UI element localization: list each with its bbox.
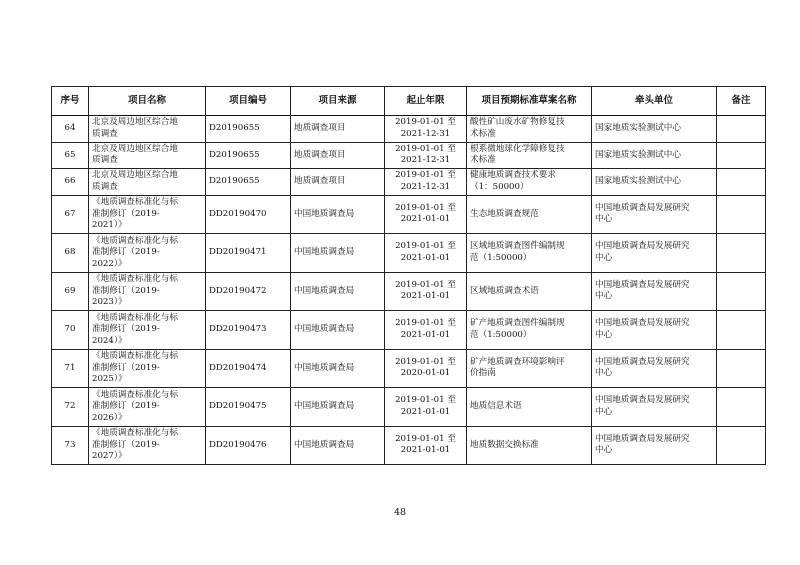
project-code-cell: D20190655 <box>206 169 291 196</box>
cell-line: 《地质调查标准化与标 <box>92 428 178 438</box>
cell-line: 范（1:50000） <box>470 329 532 340</box>
lead-unit-cell <box>592 195 717 234</box>
cell-line: 中心 <box>595 368 613 379</box>
cell-line: 《地质调查标准化与标 <box>92 235 178 246</box>
cell-line: 健康地质调查技术要求 <box>470 170 556 181</box>
project-source-cell: 中国地质调查局 <box>291 349 385 388</box>
cell-line: 地质数据交换标准 <box>470 439 539 450</box>
cell-line: 价指南 <box>470 368 496 379</box>
row-number-cell: 71 <box>52 349 89 388</box>
lead-unit-cell <box>592 234 717 273</box>
page-number: 48 <box>393 507 407 518</box>
lead-unit-cell <box>592 311 717 350</box>
cell-line: 2022）》 <box>92 258 127 269</box>
cell-line: 2021）》 <box>92 220 127 230</box>
cell-line: 根系微地球化学障修复技 <box>470 143 565 154</box>
cell-line: 中国地质调查局发展研究 <box>595 395 690 406</box>
cell-line: 2024）》 <box>92 335 127 346</box>
note-cell <box>717 311 766 350</box>
header-row <box>52 87 766 116</box>
cell-line: 2020-01-01 <box>400 368 451 379</box>
cell-line: 中国地质调查局发展研究 <box>595 241 690 252</box>
cell-line: 2023）》 <box>92 297 127 307</box>
standard-name-cell <box>467 311 592 350</box>
cell-line: 中国地质调查局发展研究 <box>595 318 690 329</box>
note-cell <box>717 426 766 465</box>
header-cell: 牵头单位 <box>592 87 717 116</box>
cell-line: 2027）》 <box>92 451 127 461</box>
cell-line: 中心 <box>595 406 613 417</box>
note-cell <box>717 272 766 311</box>
table-row <box>52 311 766 350</box>
period-cell <box>385 234 467 273</box>
cell-line: 中心 <box>595 214 613 225</box>
project-code-cell: DD20190472 <box>206 272 291 311</box>
project-name-cell <box>89 311 206 350</box>
project-source-cell: 地质调查项目 <box>291 169 385 196</box>
row-number-cell: 68 <box>52 234 89 273</box>
note-cell <box>717 142 766 169</box>
cell-line: 中国地质调查局发展研究 <box>595 279 690 290</box>
row-number-cell: 64 <box>52 116 89 143</box>
project-source-cell: 中国地质调查局 <box>291 272 385 311</box>
project-code-cell: DD20190476 <box>206 426 291 465</box>
lead-unit-cell <box>592 349 717 388</box>
cell-line: 矿产地质调查环境影响评 <box>470 356 565 367</box>
lead-unit-cell <box>592 388 717 427</box>
project-name-cell <box>89 426 206 465</box>
cell-line: 国家地质实验测试中心 <box>595 176 681 186</box>
cell-line: 2019-01-01 至 <box>395 395 456 406</box>
standard-name-cell <box>467 169 592 196</box>
period-cell <box>385 169 467 196</box>
table-header <box>52 87 766 116</box>
table-row <box>52 116 766 143</box>
cell-line: 术标准 <box>470 155 496 166</box>
cell-line: 2019-01-01 至 <box>395 318 456 329</box>
project-source-cell: 地质调查项目 <box>291 142 385 169</box>
cell-line: 2019-01-01 至 <box>395 143 456 154</box>
cell-line: 中国地质调查局发展研究 <box>595 356 690 367</box>
table-row <box>52 142 766 169</box>
cell-line: 范（1:50000） <box>470 252 532 263</box>
project-name-cell <box>89 234 206 273</box>
cell-line: 2021-01-01 <box>400 329 451 340</box>
cell-line: 质调查 <box>92 155 118 166</box>
table-row <box>52 195 766 234</box>
project-code-cell: DD20190473 <box>206 311 291 350</box>
project-code-cell: DD20190475 <box>206 388 291 427</box>
cell-line: 准制修订（2019- <box>92 362 160 373</box>
cell-line: 2021-12-31 <box>400 155 451 166</box>
cell-line: 2019-01-01 至 <box>395 170 456 181</box>
row-number-cell: 67 <box>52 195 89 234</box>
project-source-cell: 中国地质调查局 <box>291 388 385 427</box>
row-number-cell: 69 <box>52 272 89 311</box>
cell-line: 中心 <box>595 252 613 263</box>
note-cell <box>717 388 766 427</box>
cell-line: （1：50000） <box>470 181 529 192</box>
cell-line: 2019-01-01 至 <box>395 433 456 444</box>
standard-name-cell <box>467 388 592 427</box>
cell-line: 《地质调查标准化与标 <box>92 312 178 323</box>
cell-line: 中心 <box>595 291 613 302</box>
cell-line: 质调查 <box>92 128 118 139</box>
cell-line: 中心 <box>595 329 613 340</box>
table-row <box>52 388 766 427</box>
row-number-cell: 66 <box>52 169 89 196</box>
note-cell <box>717 234 766 273</box>
note-cell <box>717 116 766 143</box>
cell-line: 2025）》 <box>92 374 127 384</box>
period-cell <box>385 311 467 350</box>
header-cell: 备注 <box>717 87 766 116</box>
cell-line: 2021-12-31 <box>400 181 451 192</box>
cell-line: 《地质调查标准化与标 <box>92 389 178 400</box>
cell-line: 准制修订（2019- <box>92 401 160 411</box>
table-body <box>52 116 766 465</box>
project-source-cell: 中国地质调查局 <box>291 426 385 465</box>
cell-line: 北京及周边地区综合地 <box>92 170 178 181</box>
table-row <box>52 169 766 196</box>
project-code-cell: DD20190470 <box>206 195 291 234</box>
standard-name-cell <box>467 142 592 169</box>
lead-unit-cell <box>592 116 717 143</box>
note-cell <box>717 195 766 234</box>
header-cell: 起止年限 <box>385 87 467 116</box>
standard-name-cell <box>467 426 592 465</box>
standard-name-cell <box>467 234 592 273</box>
cell-line: 2021-12-31 <box>400 128 451 139</box>
project-name-cell <box>89 169 206 196</box>
period-cell <box>385 116 467 143</box>
cell-line: 2021-01-01 <box>400 214 451 225</box>
project-code-cell: DD20190474 <box>206 349 291 388</box>
lead-unit-cell <box>592 142 717 169</box>
standards-table <box>51 86 766 465</box>
cell-line: 准制修订（2019- <box>92 324 160 334</box>
cell-line: 术标准 <box>470 128 496 139</box>
cell-line: 北京及周边地区综合地 <box>92 143 178 154</box>
period-cell <box>385 388 467 427</box>
row-number-cell: 65 <box>52 142 89 169</box>
period-cell <box>385 426 467 465</box>
cell-line: 生态地质调查规范 <box>470 208 539 219</box>
header-cell: 项目编号 <box>206 87 291 116</box>
cell-line: 《地质调查标准化与标 <box>92 351 178 361</box>
cell-line: 矿产地质调查图件编制规 <box>470 318 565 329</box>
row-number-cell: 73 <box>52 426 89 465</box>
cell-line: 2021-01-01 <box>400 252 451 263</box>
project-code-cell: DD20190471 <box>206 234 291 273</box>
period-cell <box>385 142 467 169</box>
project-code-cell: D20190655 <box>206 116 291 143</box>
project-source-cell: 中国地质调查局 <box>291 311 385 350</box>
standard-name-cell <box>467 272 592 311</box>
project-code-cell: D20190655 <box>206 142 291 169</box>
header-cell: 序号 <box>52 87 89 116</box>
cell-line: 2019-01-01 至 <box>395 202 456 213</box>
cell-line: 国家地质实验测试中心 <box>595 123 681 133</box>
note-cell <box>717 169 766 196</box>
header-cell: 项目名称 <box>89 87 206 116</box>
cell-line: 2021-01-01 <box>400 445 451 456</box>
project-name-cell <box>89 272 206 311</box>
header-cell: 项目预期标准草案名称 <box>467 87 592 116</box>
table-row <box>52 426 766 465</box>
standard-name-cell <box>467 116 592 143</box>
cell-line: 国家地质实验测试中心 <box>595 149 681 160</box>
project-name-cell <box>89 116 206 143</box>
standard-name-cell <box>467 195 592 234</box>
standard-name-cell <box>467 349 592 388</box>
project-source-cell: 中国地质调查局 <box>291 234 385 273</box>
period-cell <box>385 272 467 311</box>
cell-line: 区域地质调查图件编制规 <box>470 241 565 252</box>
cell-line: 北京及周边地区综合地 <box>92 117 178 128</box>
table-row <box>52 272 766 311</box>
cell-line: 《地质调查标准化与标 <box>92 274 178 284</box>
cell-line: 中国地质调查局发展研究 <box>595 202 690 213</box>
cell-line: 《地质调查标准化与标 <box>92 197 178 207</box>
cell-line: 准制修订（2019- <box>92 247 160 257</box>
cell-line: 2026）》 <box>92 412 127 423</box>
project-name-cell <box>89 388 206 427</box>
row-number-cell: 72 <box>52 388 89 427</box>
period-cell <box>385 195 467 234</box>
cell-line: 2019-01-01 至 <box>395 241 456 252</box>
period-cell <box>385 349 467 388</box>
cell-line: 2019-01-01 至 <box>395 279 456 290</box>
lead-unit-cell <box>592 426 717 465</box>
project-name-cell <box>89 195 206 234</box>
project-source-cell: 地质调查项目 <box>291 116 385 143</box>
project-name-cell <box>89 142 206 169</box>
cell-line: 地质信息术语 <box>470 401 522 411</box>
table-row <box>52 234 766 273</box>
lead-unit-cell <box>592 169 717 196</box>
cell-line: 2021-01-01 <box>400 406 451 417</box>
cell-line: 2021-01-01 <box>400 291 451 302</box>
project-name-cell <box>89 349 206 388</box>
cell-line: 准制修订（2019- <box>92 208 160 219</box>
cell-line: 2019-01-01 至 <box>395 356 456 367</box>
header-cell: 项目来源 <box>291 87 385 116</box>
project-source-cell: 中国地质调查局 <box>291 195 385 234</box>
cell-line: 中心 <box>595 445 613 456</box>
cell-line: 质调查 <box>92 181 118 192</box>
cell-line: 区域地质调查术语 <box>470 285 539 296</box>
table-row <box>52 349 766 388</box>
cell-line: 准制修订（2019- <box>92 285 160 296</box>
cell-line: 酸性矿山废水矿物修复技 <box>470 117 565 128</box>
row-number-cell: 70 <box>52 311 89 350</box>
note-cell <box>717 349 766 388</box>
cell-line: 中国地质调查局发展研究 <box>595 433 690 444</box>
lead-unit-cell <box>592 272 717 311</box>
cell-line: 准制修订（2019- <box>92 439 160 450</box>
cell-line: 2019-01-01 至 <box>395 117 456 128</box>
